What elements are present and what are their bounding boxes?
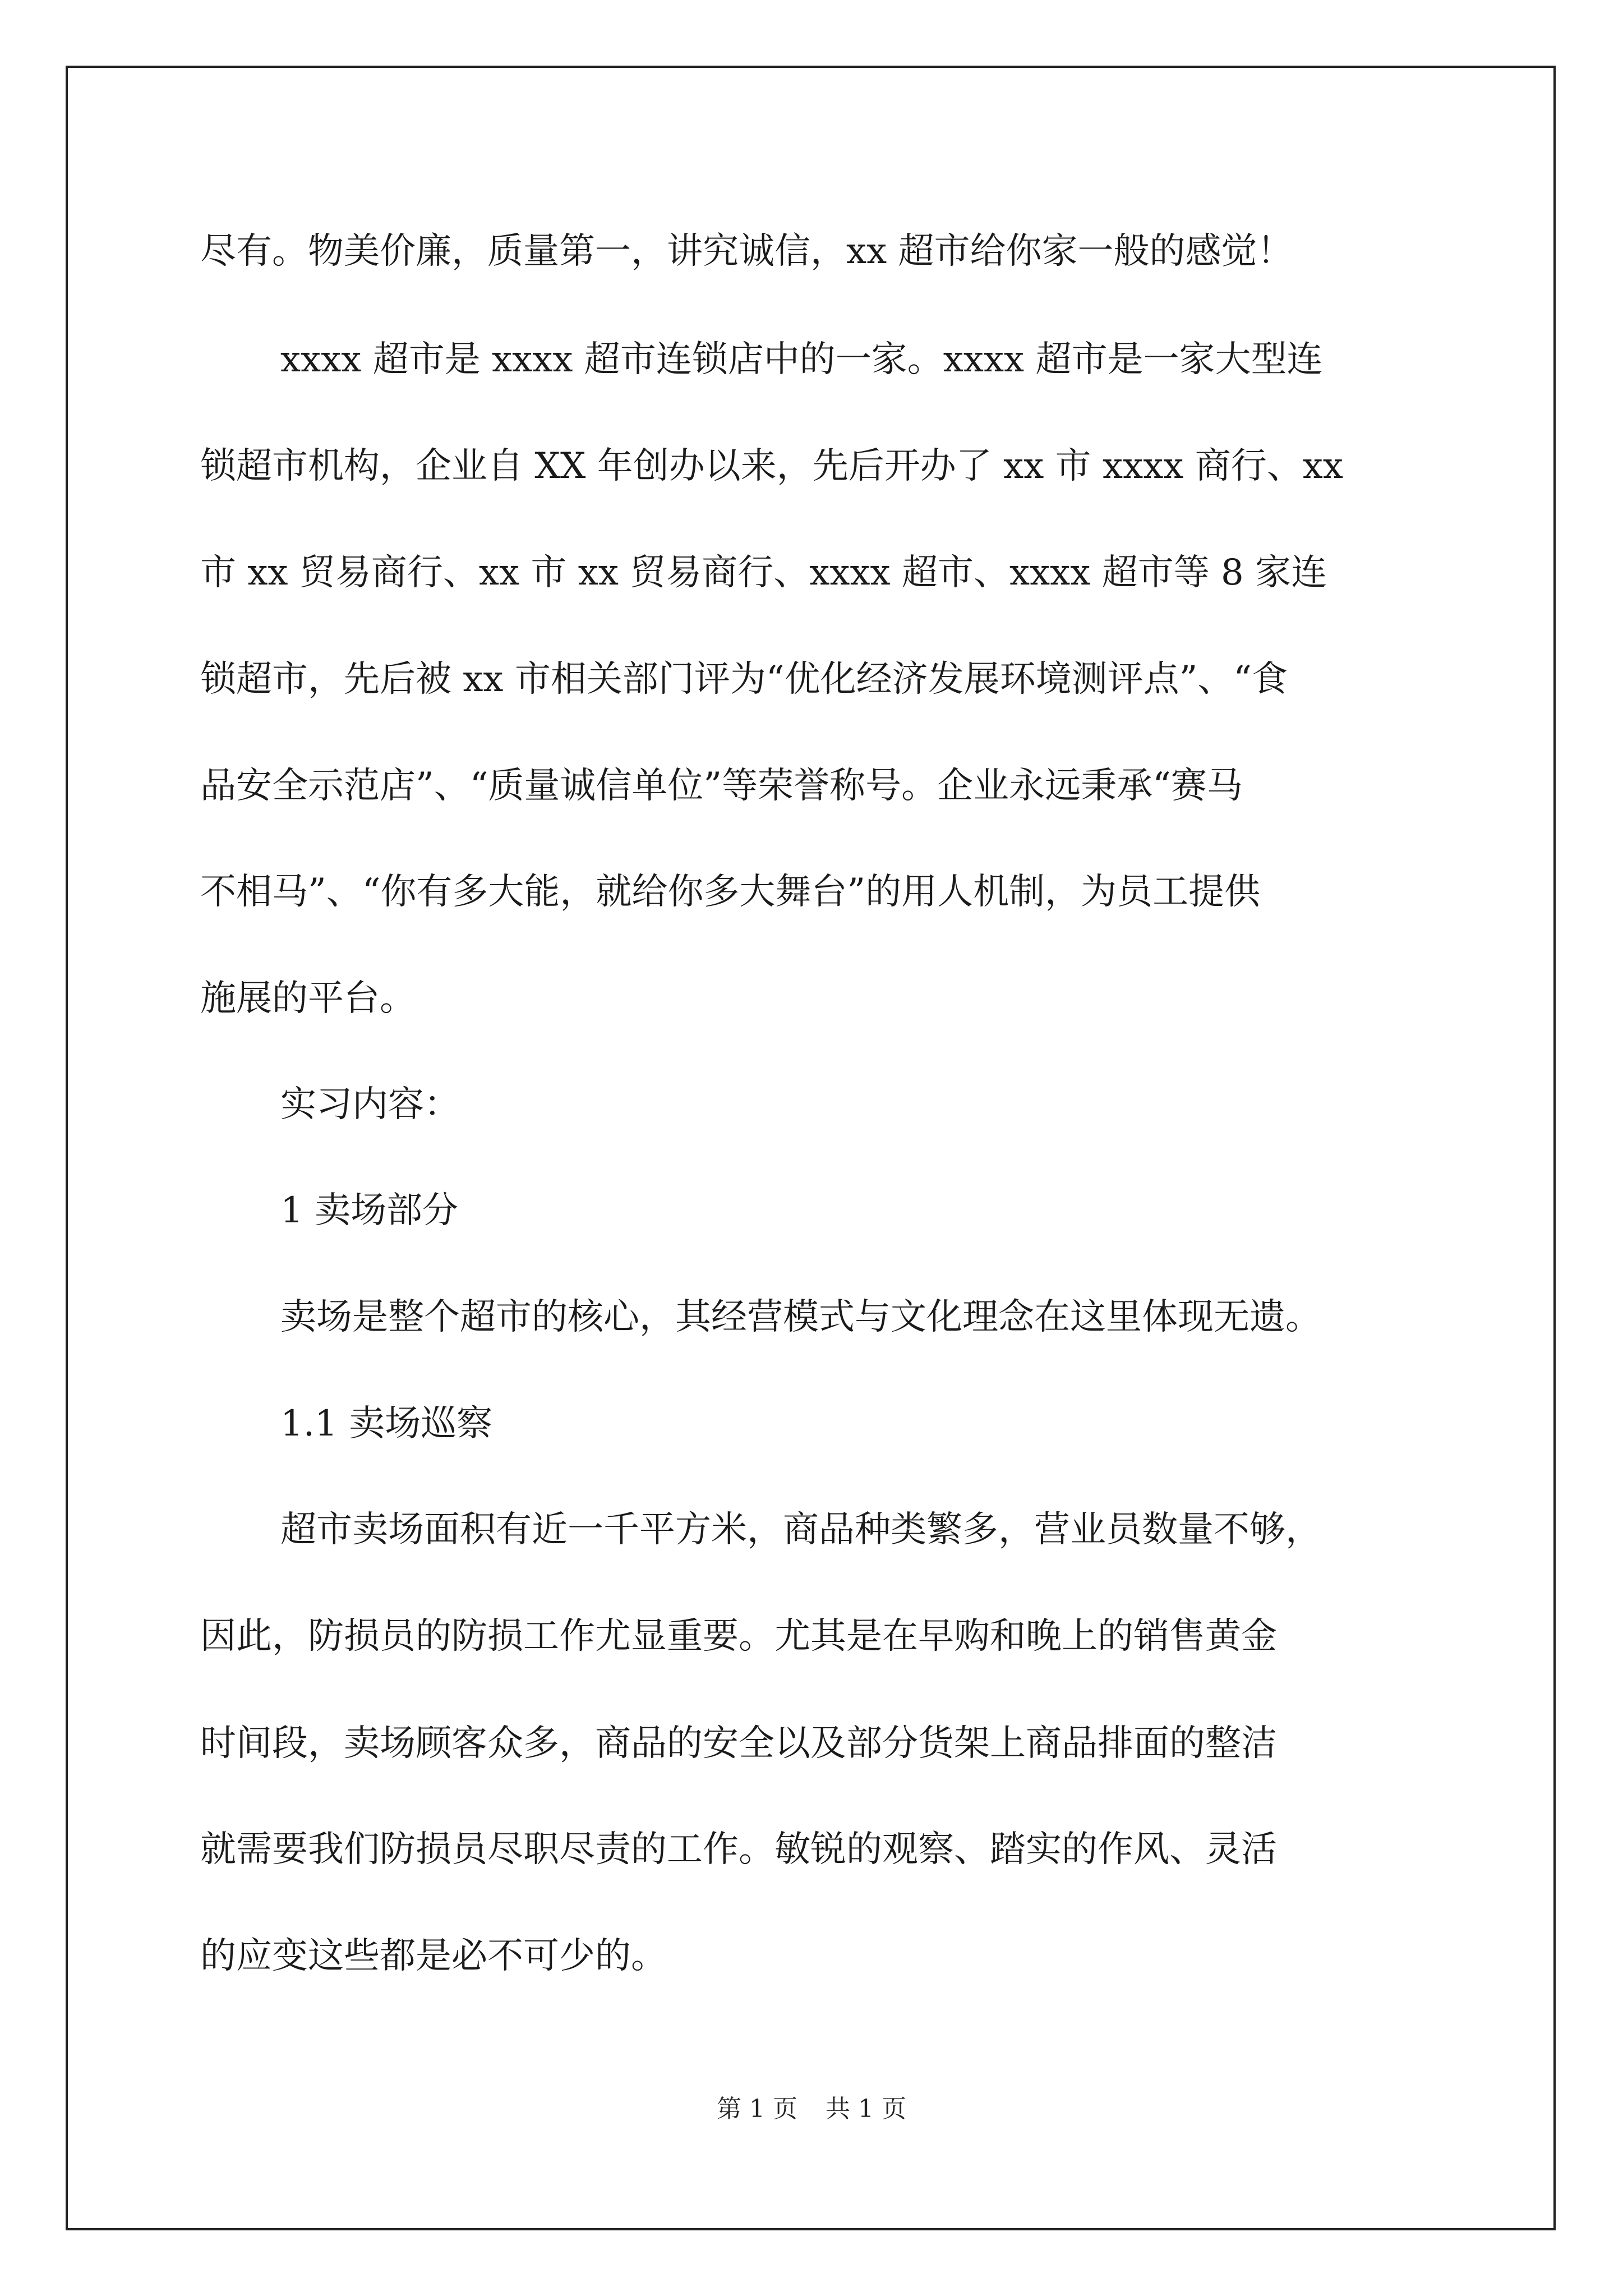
page-number: 第 1 页 xyxy=(717,2095,797,2123)
paragraph-line: 因此，防损员的防损工作尤显重要。尤其是在早购和晚上的销售黄金 xyxy=(200,1616,1277,1657)
paragraph-line: xxxx 超市是 xxxx 超市连锁店中的一家。xxxx 超市是一家大型连 xyxy=(280,339,1323,380)
paragraph-line: 的应变这些都是必不可少的。 xyxy=(200,1935,667,1977)
paragraph-line: 施展的平台。 xyxy=(200,978,416,1019)
page-total: 共 1 页 xyxy=(826,2095,906,2123)
paragraph-line: 就需要我们防损员尽职尽责的工作。敏锐的观察、踏实的作风、灵活 xyxy=(200,1829,1277,1870)
paragraph-line: 锁超市，先后被 xx 市相关部门评为“优化经济发展环境测评点”、“食 xyxy=(200,659,1288,700)
paragraph-line: 卖场是整个超市的核心，其经营模式与文化理念在这里体现无遗。 xyxy=(280,1296,1321,1338)
paragraph-line: 市 xx 贸易商行、xx 市 xx 贸易商行、xxxx 超市、xxxx 超市等 8 家连 xyxy=(200,552,1327,593)
paragraph-line: 时间段，卖场顾客众多，商品的安全以及部分货架上商品排面的整洁 xyxy=(200,1723,1277,1764)
paragraph-line: 尽有。物美价廉，质量第一，讲究诚信，xx 超市给你家一般的感觉！ xyxy=(200,231,1293,272)
section-heading: 1.1 卖场巡察 xyxy=(280,1403,493,1444)
page-footer xyxy=(0,2092,1623,2126)
paragraph-line: 品安全示范店”、“质量诚信单位”等荣誉称号。企业永远秉承“赛马 xyxy=(200,765,1243,807)
paragraph-line: 超市卖场面积有近一千平方米，商品种类繁多，营业员数量不够， xyxy=(280,1509,1321,1550)
paragraph-line: 锁超市机构，企业自 XX 年创办以来，先后开办了 xx 市 xxxx 商行、xx xyxy=(200,445,1343,487)
section-heading: 实习内容： xyxy=(280,1084,460,1125)
paragraph-line: 不相马”、“你有多大能，就给你多大舞台”的用人机制，为员工提供 xyxy=(200,871,1261,913)
page-border xyxy=(66,66,1556,2230)
section-heading: 1 卖场部分 xyxy=(280,1190,459,1231)
